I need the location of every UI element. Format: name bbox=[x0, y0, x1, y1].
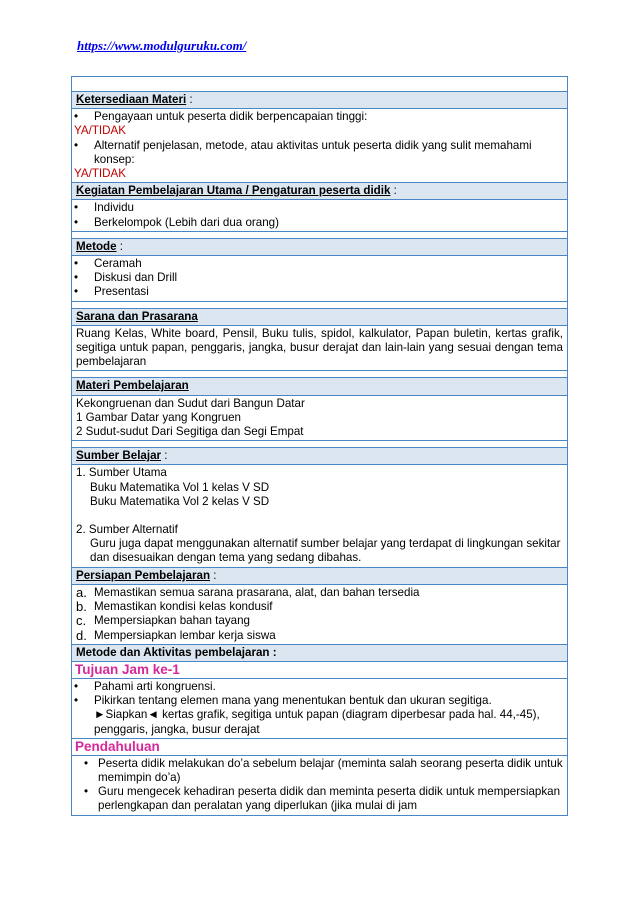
sumber-alternatif-title: 2. Sumber Alternatif bbox=[76, 523, 178, 537]
section-body-pendahuluan bbox=[72, 756, 567, 816]
list-item: • Ceramah bbox=[72, 257, 563, 271]
list-item: • Peserta didik melakukan do’a sebelum belajar (meminta salah seorang peserta didik untuk memimpin do’a) bbox=[72, 757, 563, 785]
materi-line: 2 Sudut-sudut Dari Segitiga dan Segi Empat bbox=[76, 425, 304, 439]
section-body-ketersediaan bbox=[72, 109, 567, 183]
list-item: Buku Matematika Vol 1 kelas V SD bbox=[90, 480, 270, 494]
section-header-metode: Metode : bbox=[72, 239, 567, 256]
list-item: d. Mempersiapkan lembar kerja siswa bbox=[76, 627, 276, 643]
gap-row bbox=[72, 302, 567, 309]
aktivitas-title: Metode dan Aktivitas pembelajaran : bbox=[76, 645, 277, 659]
persiapan-title: Persiapan Pembelajaran bbox=[76, 568, 211, 582]
list-item: Buku Matematika Vol 2 kelas V SD bbox=[90, 494, 270, 508]
section-header-kegiatan: Kegiatan Pembelajaran Utama / Pengaturan peserta didik : bbox=[72, 183, 567, 200]
status-yatidak: YA/TIDAK bbox=[74, 124, 126, 138]
kegiatan-title: Kegiatan Pembelajaran Utama / Pengaturan peserta didik bbox=[76, 184, 391, 198]
sumber-alternatif-text: Guru juga dapat menggunakan alternatif sumber belajar yang terdapat di lingkungan sekitar dan disesuaikan dengan tema yang sedang dibahas. bbox=[90, 537, 561, 565]
lesson-plan-table bbox=[71, 76, 568, 816]
list-item: • Alternatif penjelasan, metode, atau aktivitas untuk peserta didik yang sulit memahami konsep: bbox=[72, 139, 563, 167]
list-item: • Guru mengecek kehadiran peserta didik dan meminta peserta didik untuk mempersiapkan perlengkapan dan peralatan yang diperlukan (jika mulai di jam bbox=[72, 785, 563, 813]
gap-row bbox=[72, 441, 567, 448]
materi-line: Kekongruenan dan Sudut dari Bangun Datar bbox=[76, 396, 305, 410]
section-header-materi bbox=[72, 378, 567, 395]
top-spacer-row bbox=[72, 77, 567, 92]
site-url-link[interactable]: https://www.modulguruku.com/ bbox=[77, 38, 247, 53]
materi-title: Materi Pembelajaran bbox=[76, 379, 189, 393]
sarana-text: Ruang Kelas, White board, Pensil, Buku tulis, spidol, kalkulator, Papan buletin, kertas grafik, segitiga untuk papan, penggaris, jangka, busur derajat dan lain-lain yang sesuai dengan tema pembelajaran bbox=[72, 326, 567, 372]
list-item: • Presentasi bbox=[72, 285, 563, 299]
section-body-tujuan bbox=[72, 679, 567, 739]
gap-row bbox=[72, 371, 567, 378]
list-item: • Pengayaan untuk peserta didik berpencapaian tinggi: bbox=[72, 110, 563, 124]
siapkan-text: ►Siapkan◄ kertas grafik, segitiga untuk papan (diagram diperbesar pada hal. 44,-45), penggaris, jangka, busur derajat bbox=[94, 708, 540, 736]
list-item: • Berkelompok (Lebih dari dua orang) bbox=[72, 216, 563, 230]
section-header-ketersediaan: Ketersediaan Materi : bbox=[72, 92, 567, 109]
section-header-sumber: Sumber Belajar : bbox=[72, 448, 567, 465]
section-body-metode bbox=[72, 256, 567, 302]
section-body-sumber bbox=[72, 465, 567, 567]
list-item: a. Memastikan semua sarana prasarana, alat, dan bahan tersedia bbox=[76, 584, 420, 600]
status-yatidak: YA/TIDAK bbox=[74, 167, 126, 181]
sumber-utama-title: 1. Sumber Utama bbox=[76, 466, 167, 480]
list-item: • Pahami arti kongruensi. bbox=[72, 680, 563, 694]
section-header-aktivitas bbox=[72, 645, 567, 662]
tujuan-title: Tujuan Jam ke-1 bbox=[72, 662, 567, 679]
materi-line: 1 Gambar Datar yang Kongruen bbox=[76, 410, 241, 424]
ketersediaan-title: Ketersediaan Materi bbox=[76, 93, 187, 106]
sarana-title: Sarana dan Prasarana bbox=[76, 309, 198, 323]
list-item: b. Memastikan kondisi kelas kondusif bbox=[76, 599, 273, 615]
section-body-materi bbox=[72, 396, 567, 442]
gap-row bbox=[72, 232, 567, 239]
section-header-persiapan: Persiapan Pembelajaran : bbox=[72, 568, 567, 585]
list-item: • Individu bbox=[72, 201, 563, 215]
sumber-title: Sumber Belajar bbox=[76, 449, 162, 463]
section-body-kegiatan bbox=[72, 200, 567, 231]
pendahuluan-title: Pendahuluan bbox=[72, 739, 567, 756]
list-item: c. Mempersiapkan bahan tayang bbox=[76, 613, 250, 629]
list-item: • Pikirkan tentang elemen mana yang menentukan bentuk dan ukuran segitiga. bbox=[72, 694, 563, 708]
list-item: • Diskusi dan Drill bbox=[72, 271, 563, 285]
section-header-sarana bbox=[72, 309, 567, 326]
metode-title: Metode bbox=[76, 239, 117, 253]
section-body-persiapan bbox=[72, 585, 567, 645]
